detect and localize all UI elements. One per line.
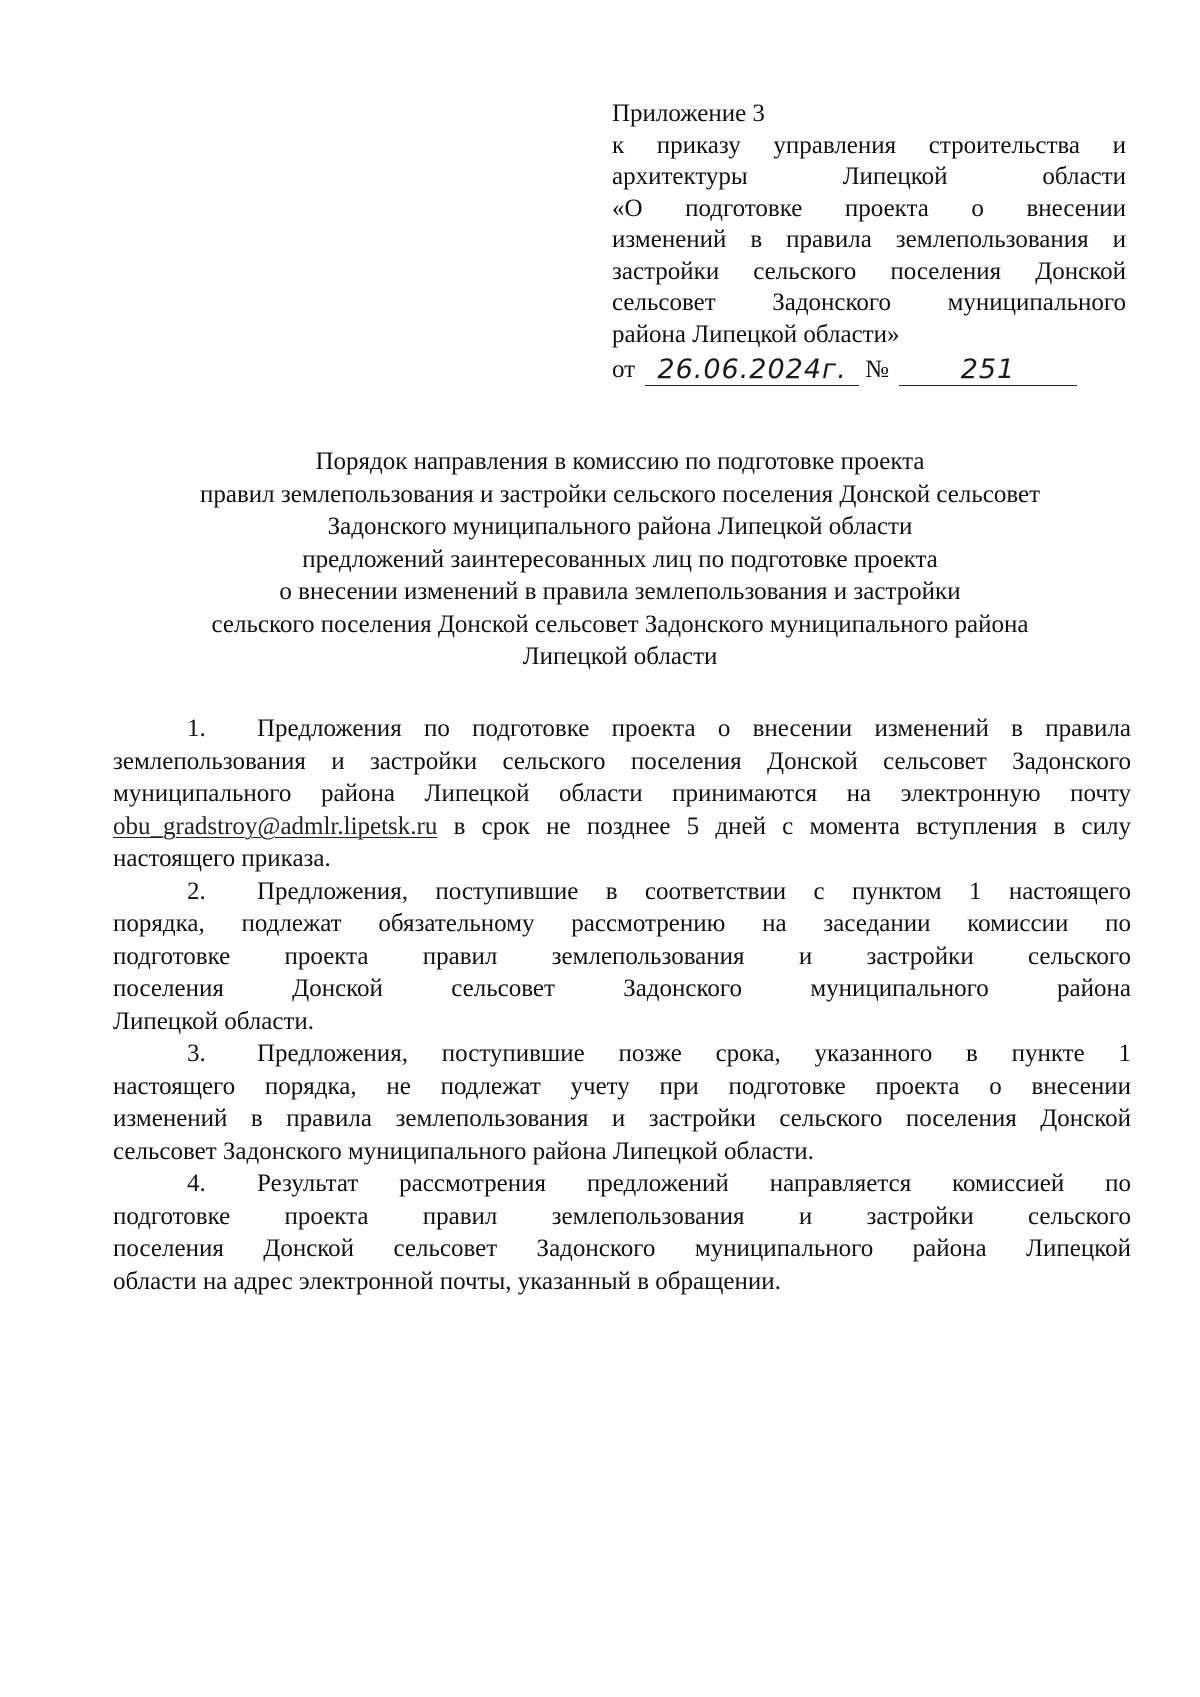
appendix-line: района Липецкой области» (612, 320, 900, 348)
heading-line: Порядок направления в комиссию по подготовке проекта (315, 448, 925, 475)
paragraph-text: поселения Донской сельсовет Задонского муниципального района Липецкой (113, 1235, 1131, 1262)
appendix-line: сельсовет Задонского муниципального (612, 289, 1126, 316)
paragraph-text: Результат рассмотрения предложений направляется комиссией по (257, 1170, 1131, 1197)
paragraph-text: изменений в правила землепользования и застройки сельского поселения Донской (113, 1105, 1131, 1132)
email-link[interactable]: obu_gradstroy@admlr.lipetsk.ru (113, 812, 438, 840)
appendix-line: «О подготовке проекта о внесении (612, 194, 1126, 222)
appendix-line: к приказу управления строительства и (612, 131, 1126, 159)
paragraph-text: в срок не позднее 5 дней с момента вступления в силу (437, 812, 1131, 840)
handwritten-date: 26.06.2024г. (645, 355, 859, 386)
appendix-line: застройки сельского поселения Донской (612, 257, 1126, 285)
paragraph-number: 2. (187, 877, 206, 905)
paragraph-text: Предложения по подготовке проекта о внесении изменений в правила (257, 715, 1131, 742)
paragraph-3 (113, 1038, 1131, 1168)
paragraph-1 (113, 713, 1131, 876)
paragraph-text: Липецкой области. (113, 1007, 315, 1035)
paragraph-text: порядка, подлежат обязательному рассмотрению на заседании комиссии по (113, 910, 1131, 937)
heading-line: о внесении изменений в правила землепользования и застройки (279, 578, 961, 605)
heading-line: Липецкой области (522, 643, 718, 670)
paragraph-text: настоящего приказа. (113, 845, 331, 872)
paragraph-4 (113, 1168, 1131, 1298)
number-label: № (865, 356, 889, 383)
appendix-line: изменений в правила землепользования и (612, 226, 1126, 253)
paragraph-text: настоящего порядка, не подлежат учету при подготовке проекта о внесении (113, 1072, 1131, 1100)
heading-line: правил землепользования и застройки сельского поселения Донской сельсовет (199, 480, 1041, 508)
heading-line: Задонского муниципального района Липецкой области (327, 513, 913, 540)
heading-line: предложений заинтересованных лиц по подготовке проекта (302, 545, 938, 573)
appendix-block (612, 98, 1126, 386)
handwritten-number: 251 (899, 355, 1077, 386)
paragraph-number: 3. (187, 1040, 206, 1067)
paragraph-number: 4. (187, 1170, 206, 1197)
appendix-title: Приложение 3 (612, 100, 765, 127)
paragraph-text: области на адрес электронной почты, указанный в обращении. (113, 1267, 781, 1295)
paragraph-text: землепользования и застройки сельского поселения Донской сельсовет Задонского (113, 747, 1131, 775)
from-label: от (612, 356, 636, 383)
paragraph-2 (113, 876, 1131, 1039)
paragraph-number: 1. (187, 715, 206, 742)
paragraph-text: муниципального района Липецкой области принимаются на электронную почту (113, 780, 1131, 807)
document-body (113, 713, 1131, 1298)
paragraph-text: сельсовет Задонского муниципального района Липецкой области. (113, 1137, 814, 1165)
paragraph-text: Предложения, поступившие в соответствии с пунктом 1 настоящего (257, 877, 1131, 905)
appendix-line: архитектуры Липецкой области (612, 163, 1126, 190)
heading-line: сельского поселения Донской сельсовет Задонского муниципального района (211, 610, 1029, 638)
document-heading (110, 446, 1130, 674)
paragraph-text: Предложения, поступившие позже срока, указанного в пункте 1 (257, 1040, 1131, 1067)
paragraph-text: поселения Донской сельсовет Задонского муниципального района (113, 975, 1131, 1002)
paragraph-text: подготовке проекта правил землепользования и застройки сельского (113, 942, 1131, 970)
paragraph-text: подготовке проекта правил землепользования и застройки сельского (113, 1202, 1131, 1230)
order-date-number (612, 354, 1126, 386)
